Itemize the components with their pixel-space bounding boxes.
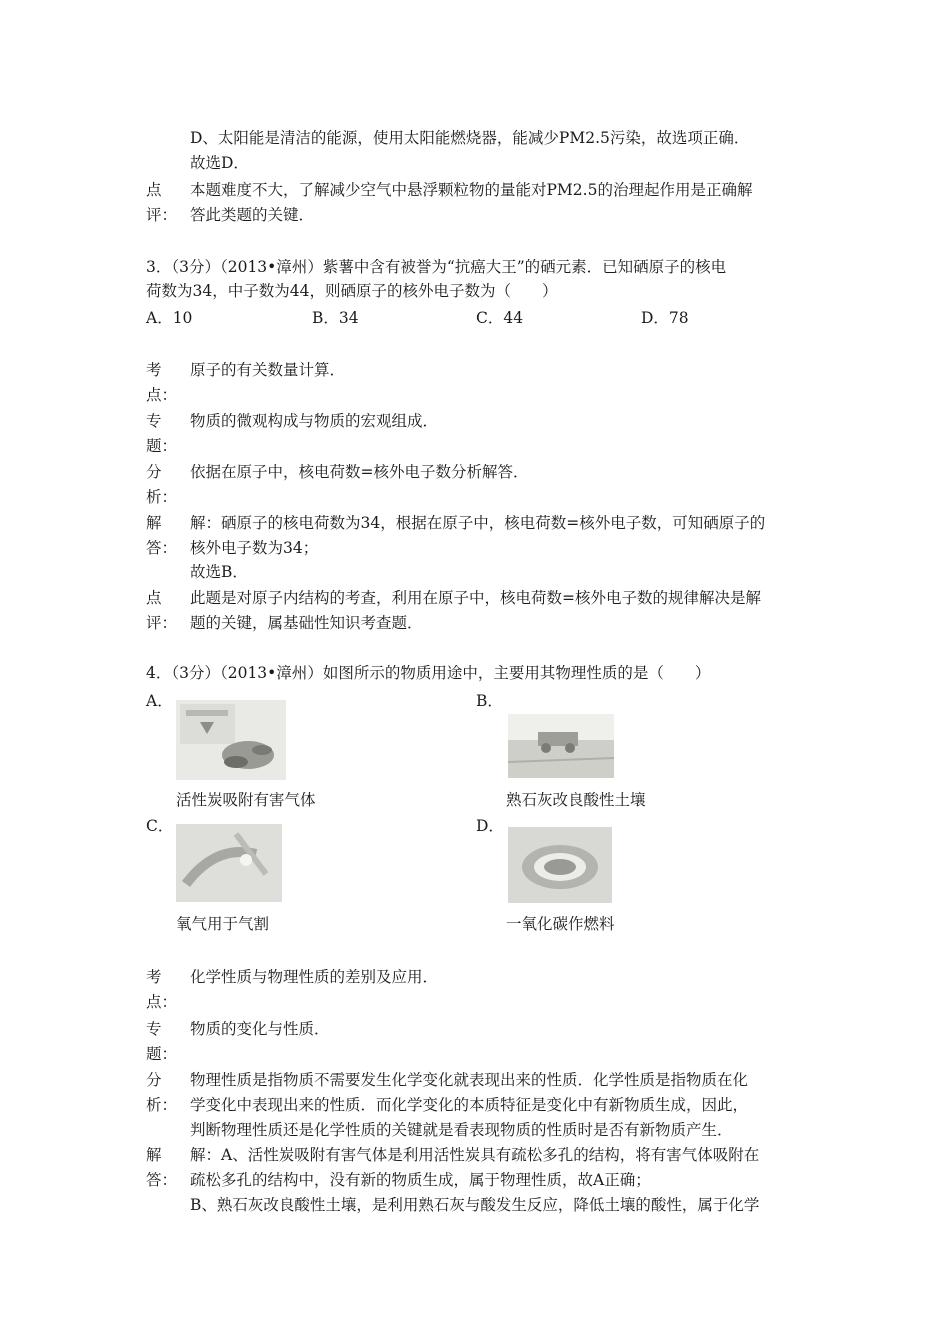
q3-option-d: D．78 [641,309,689,327]
q4-jieda-line-2: 疏松多孔的结构中，没有新的物质生成，属于物理性质，故A正确； [190,1171,651,1189]
q3-zhuanti-label-2: 题： [146,437,178,455]
q3-dianping-line-2: 题的关键，属基础性知识考查题． [190,614,423,632]
q2-comment-label-1: 点 [146,181,162,199]
q4-zhuanti: 物质的变化与性质． [190,1020,330,1038]
q2-comment-line-1: 本题难度不大，了解减少空气中悬浮颗粒物的量能对PM2.5的治理起作用是正确解 [190,181,753,199]
q2-comment-line-2: 答此类题的关键． [190,206,315,224]
q4-jieda-line-3: B、熟石灰改良酸性土壤，是利用熟石灰与酸发生反应，降低土壤的酸性，属于化学 [190,1196,760,1214]
q3-fenxi-label-2: 析： [146,488,178,506]
q4-fenxi-line-3: 判断物理性质还是化学性质的关键就是看表现物质的性质时是否有新物质产生． [190,1121,733,1139]
q3-dianping-line-1: 此题是对原子内结构的考查，利用在原子中，核电荷数=核外电子数的规律解决是解 [190,589,761,607]
q4-option-a-caption: 活性炭吸附有害气体 [176,791,316,809]
q3-option-c: C．44 [476,309,524,327]
q4-stem: 4．（3分）（2013•漳州）如图所示的物质用途中，主要用其物理性质的是（ ） [146,664,711,682]
q4-jieda-line-1: 解：A、活性炭吸附有害气体是利用活性炭具有疏松多孔的结构，将有害气体吸附在 [190,1146,760,1164]
q3-stem-line-1: 3．（3分）（2013•漳州）紫薯中含有被誉为“抗癌大王”的硒元素．已知硒原子的核电 [146,258,727,276]
q3-zhuanti: 物质的微观构成与物质的宏观组成． [190,412,439,430]
q3-dianping-label-2: 评： [146,614,178,632]
q4-option-c-image [176,824,282,902]
q3-stem-line-2: 荷数为34，中子数为44，则硒原子的核外电子数为（ ） [146,282,558,300]
q4-fenxi-line-1: 物理性质是指物质不需要发生化学变化就表现出来的性质．化学性质是指物质在化 [190,1071,749,1089]
q3-fenxi-label-1: 分 [146,463,162,481]
q3-fenxi: 依据在原子中，核电荷数=核外电子数分析解答． [190,463,529,481]
q4-jieda-label-2: 答： [146,1171,178,1189]
q4-option-b-letter: B． [476,692,503,710]
q4-fenxi-line-2: 学变化中表现出来的性质．而化学变化的本质特征是变化中有新物质生成，因此， [190,1096,749,1114]
q3-jieda-label-1: 解 [146,514,162,532]
q3-kaodian-label-1: 考 [146,361,162,379]
q4-fenxi-label-1: 分 [146,1071,162,1089]
q3-jieda-line-3: 故选B． [190,563,248,581]
q3-jieda-line-1: 解：硒原子的核电荷数为34，根据在原子中，核电荷数=核外电子数，可知硒原子的 [190,514,766,532]
q2-answer-choice: 故选D． [190,154,249,172]
q4-fenxi-label-2: 析： [146,1096,178,1114]
q4-kaodian-label-1: 考 [146,968,162,986]
q3-option-b: B．34 [312,309,359,327]
q2-comment-label-2: 评： [146,206,178,224]
q4-option-c-caption: 氧气用于气割 [176,915,270,933]
q4-option-a-letter: A． [146,692,173,710]
q3-jieda-label-2: 答： [146,539,178,557]
q4-jieda-label-1: 解 [146,1146,162,1164]
q3-zhuanti-label-1: 专 [146,412,162,430]
q3-kaodian-label-2: 点： [146,386,178,404]
q4-kaodian-label-2: 点： [146,993,178,1011]
q4-option-b-caption: 熟石灰改良酸性土壤 [506,791,646,809]
q3-kaodian: 原子的有关数量计算． [190,361,346,379]
q4-zhuanti-label-1: 专 [146,1020,162,1038]
q3-dianping-label-1: 点 [146,589,162,607]
q4-kaodian: 化学性质与物理性质的差别及应用． [190,968,439,986]
q4-zhuanti-label-2: 题： [146,1045,178,1063]
q4-option-d-caption: 一氧化碳作燃料 [506,915,615,933]
q4-option-d-image [508,827,612,903]
q2-option-d-line: D、太阳能是清洁的能源，使用太阳能燃烧器，能减少PM2.5污染，故选项正确． [190,129,750,147]
q4-option-b-image [508,714,614,778]
q3-jieda-line-2: 核外电子数为34； [190,539,319,557]
q4-option-c-letter: C． [146,817,174,835]
q4-option-a-image [176,700,286,780]
q4-option-d-letter: D． [476,817,504,835]
q3-option-a: A．10 [146,309,193,327]
